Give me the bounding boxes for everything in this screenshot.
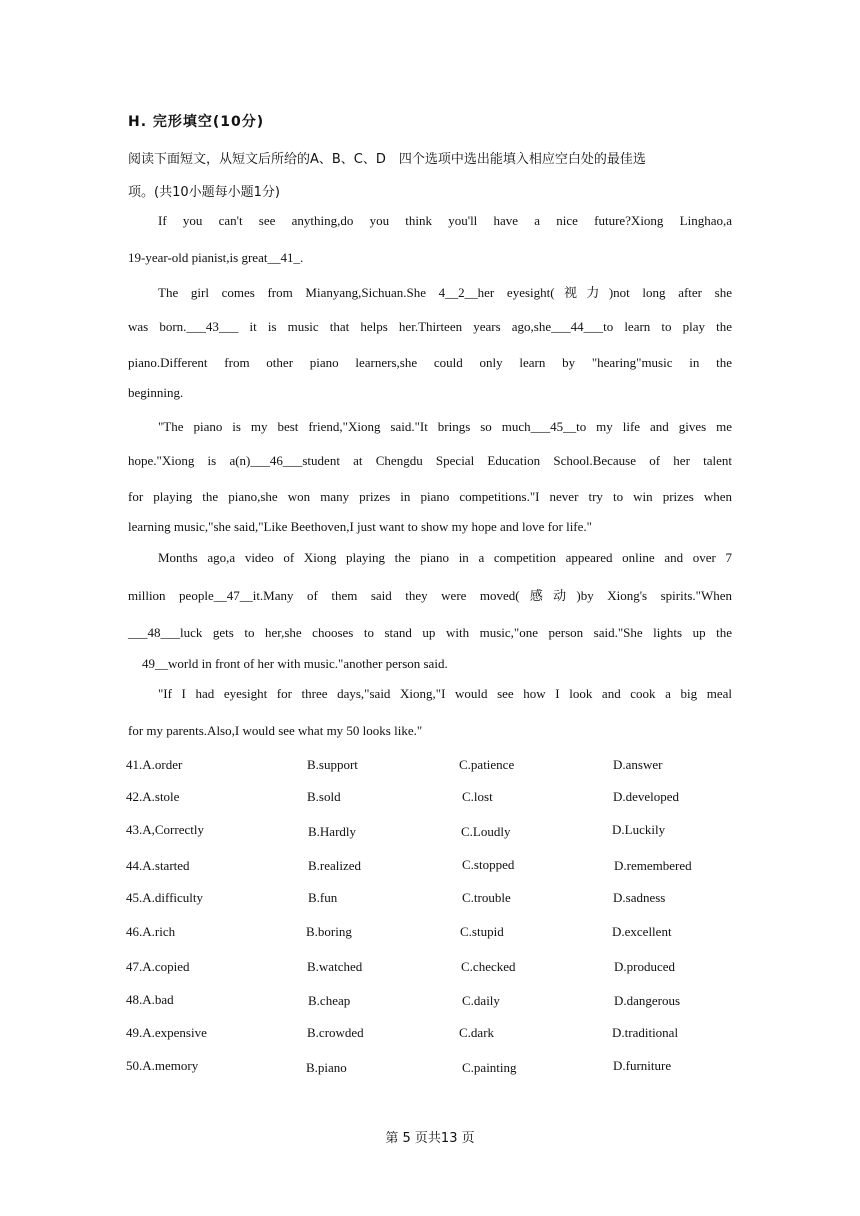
passage-line: Months ago,a video of Xiong playing the piano in a competition appeared online and over 7	[158, 550, 732, 565]
option-c: C.Loudly	[461, 824, 511, 839]
instructions-line-2: 项。(共10小题每小题1分)	[128, 185, 280, 200]
passage-line: learning music,"she said,"Like Beethoven,I just want to show my hope and love for life."	[128, 519, 592, 534]
option-c: C.trouble	[462, 890, 511, 905]
passage-line: for playing the piano,she won many prizes in piano competitions."I never try to win prizes when	[128, 489, 732, 504]
option-d: D.Luckily	[612, 822, 666, 837]
option-c: C.lost	[462, 789, 493, 804]
section-heading: H. 完形填空(10分)	[128, 114, 265, 130]
option-d: D.traditional	[612, 1025, 679, 1040]
option-d: D.developed	[613, 789, 680, 804]
passage-line: 49__world in front of her with music."another person said.	[142, 656, 448, 671]
option-b: B.piano	[306, 1060, 347, 1075]
option-b: B.sold	[307, 789, 341, 804]
passage-line: hope."Xiong is a(n)___46___student at Chengdu Special Education School.Because of her talent	[128, 453, 732, 468]
option-a: 43.A,Correctly	[126, 822, 204, 837]
option-b: B.support	[307, 757, 358, 772]
option-d: D.answer	[613, 757, 663, 772]
option-a: 44.A.started	[126, 858, 190, 873]
option-a: 50.A.memory	[126, 1058, 199, 1073]
option-d: D.excellent	[612, 924, 672, 939]
option-a: 47.A.copied	[126, 959, 190, 974]
option-a: 42.A.stole	[126, 789, 180, 804]
page-footer: 第 5 页共13 页	[385, 1131, 475, 1146]
option-d: D.remembered	[614, 858, 692, 873]
option-c: C.daily	[462, 993, 500, 1008]
option-c: C.stopped	[462, 857, 515, 872]
option-b: B.Hardly	[308, 824, 357, 839]
passage-line: for my parents.Also,I would see what my 50 looks like."	[128, 723, 423, 738]
option-b: B.cheap	[308, 993, 351, 1008]
option-d: D.sadness	[613, 890, 666, 905]
passage-line: "If I had eyesight for three days,"said Xiong,"I would see how I look and cook a big meal	[158, 686, 732, 701]
option-a: 41.A.order	[126, 757, 183, 772]
option-a: 46.A.rich	[126, 924, 176, 939]
option-a: 48.A.bad	[126, 992, 174, 1007]
option-a: 49.A.expensive	[126, 1025, 207, 1040]
option-d: D.produced	[614, 959, 676, 974]
passage-line: ___48___luck gets to her,she chooses to stand up with music,"one person said."She lights up the	[128, 625, 732, 640]
passage-line: beginning.	[128, 385, 184, 400]
passage-line: million people__47__it.Many of them said they were moved(感动)by Xiong's spirits."When	[128, 588, 732, 603]
option-a: 45.A.difficulty	[126, 890, 204, 905]
option-b: B.crowded	[307, 1025, 364, 1040]
option-c: C.dark	[459, 1025, 495, 1040]
passage-line: The girl comes from Mianyang,Sichuan.She 4__2__her eyesight(视力)not long after she	[158, 285, 732, 300]
passage-line: was born.___43___ it is music that helps her.Thirteen years ago,she___44___to learn to play the	[128, 319, 732, 334]
option-b: B.watched	[307, 959, 363, 974]
option-c: C.patience	[459, 757, 515, 772]
instructions-line-1: 阅读下面短文，从短文后所给的A、B、C、D 四个选项中选出能填入相应空白处的最佳选	[128, 152, 646, 167]
option-c: C.checked	[461, 959, 516, 974]
option-c: C.painting	[462, 1060, 517, 1075]
option-b: B.fun	[308, 890, 338, 905]
option-b: B.realized	[308, 858, 362, 873]
option-c: C.stupid	[460, 924, 504, 939]
passage-line: 19-year-old pianist,is great__41_.	[128, 250, 304, 265]
option-d: D.furniture	[613, 1058, 672, 1073]
option-b: B.boring	[306, 924, 352, 939]
option-d: D.dangerous	[614, 993, 681, 1008]
passage-line: If you can't see anything,do you think you'll have a nice future?Xiong Linghao,a	[158, 213, 732, 228]
passage-line: "The piano is my best friend,"Xiong said."It brings so much___45__to my life and gives me	[158, 419, 732, 434]
passage-line: piano.Different from other piano learners,she could only learn by "hearing"music in the	[128, 355, 732, 370]
